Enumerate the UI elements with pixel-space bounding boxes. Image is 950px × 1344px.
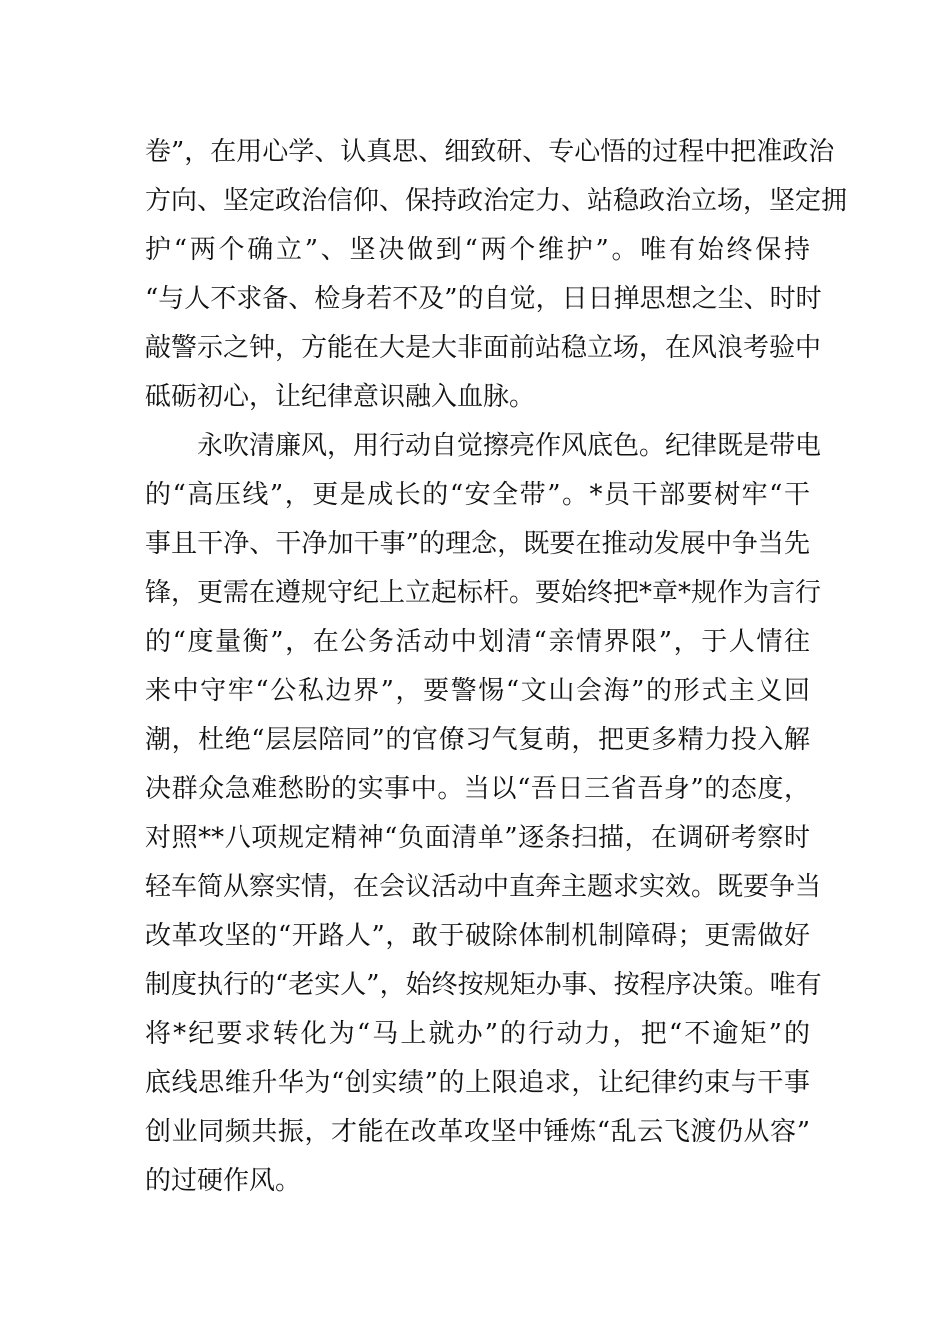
- paragraph-1-line-2: 方向、坚定政治信仰、保持政治定力、站稳政治立场，坚定拥: [145, 186, 848, 216]
- paragraph-1-line-4: “与人不求备、检身若不及”的自觉，日日掸思想之尘、时时: [145, 284, 822, 314]
- paragraph-2-line-7: 潮，杜绝“层层陪同”的官僚习气复萌，把更多精力投入解: [145, 725, 810, 755]
- paragraph-2-line-15: 创业同频共振，才能在改革攻坚中锤炼“乱云飞渡仍从容”: [145, 1117, 810, 1147]
- paragraph-1-line-6: 砥砺初心，让纪律意识融入血脉。: [145, 382, 536, 412]
- paragraph-2-line-1: 永吹清廉风，用行动自觉擦亮作风底色。纪律既是带电: [197, 431, 822, 461]
- paragraph-2-line-13: 将*纪要求转化为“马上就办”的行动力，把“不逾矩”的: [145, 1019, 810, 1049]
- paragraph-2-line-12: 制度执行的“老实人”，始终按规矩办事、按程序决策。唯有: [145, 970, 822, 1000]
- paragraph-2-line-5: 的“度量衡”，在公务活动中划清“亲情界限”，于人情往: [145, 627, 810, 657]
- paragraph-2-line-3: 事且干净、干净加干事”的理念，既要在推动发展中争当先: [145, 529, 810, 559]
- paragraph-2-line-9: 对照**八项规定精神“负面清单”逐条扫描，在调研考察时: [145, 823, 810, 853]
- paragraph-2-line-10: 轻车简从察实情，在会议活动中直奔主题求实效。既要争当: [145, 872, 822, 902]
- paragraph-2-line-4: 锋，更需在遵规守纪上立起标杆。要始终把*章*规作为言行: [145, 578, 822, 608]
- paragraph-1-line-1: 卷”，在用心学、认真思、细致研、专心悟的过程中把准政治: [145, 137, 835, 167]
- paragraph-1-line-3: 护“两个确立”、坚决做到“两个维护”。唯有始终保持: [145, 235, 810, 265]
- paragraph-2-line-16: 的过硬作风。: [145, 1166, 302, 1196]
- paragraph-2-line-2: 的“高压线”，更是成长的“安全带”。*员干部要树牢“干: [145, 480, 810, 510]
- paragraph-2-line-11: 改革攻坚的“开路人”，敢于破除体制机制障碍；更需做好: [145, 921, 810, 951]
- paragraph-1-line-5: 敲警示之钟，方能在大是大非面前站稳立场，在风浪考验中: [145, 333, 822, 363]
- paragraph-2-line-6: 来中守牢“公私边界”，要警惕“文山会海”的形式主义回: [145, 676, 810, 706]
- paragraph-2-line-14: 底线思维升华为“创实绩”的上限追求，让纪律约束与干事: [145, 1068, 810, 1098]
- paragraph-2-line-8: 决群众急难愁盼的实事中。当以“吾日三省吾身”的态度，: [145, 774, 810, 804]
